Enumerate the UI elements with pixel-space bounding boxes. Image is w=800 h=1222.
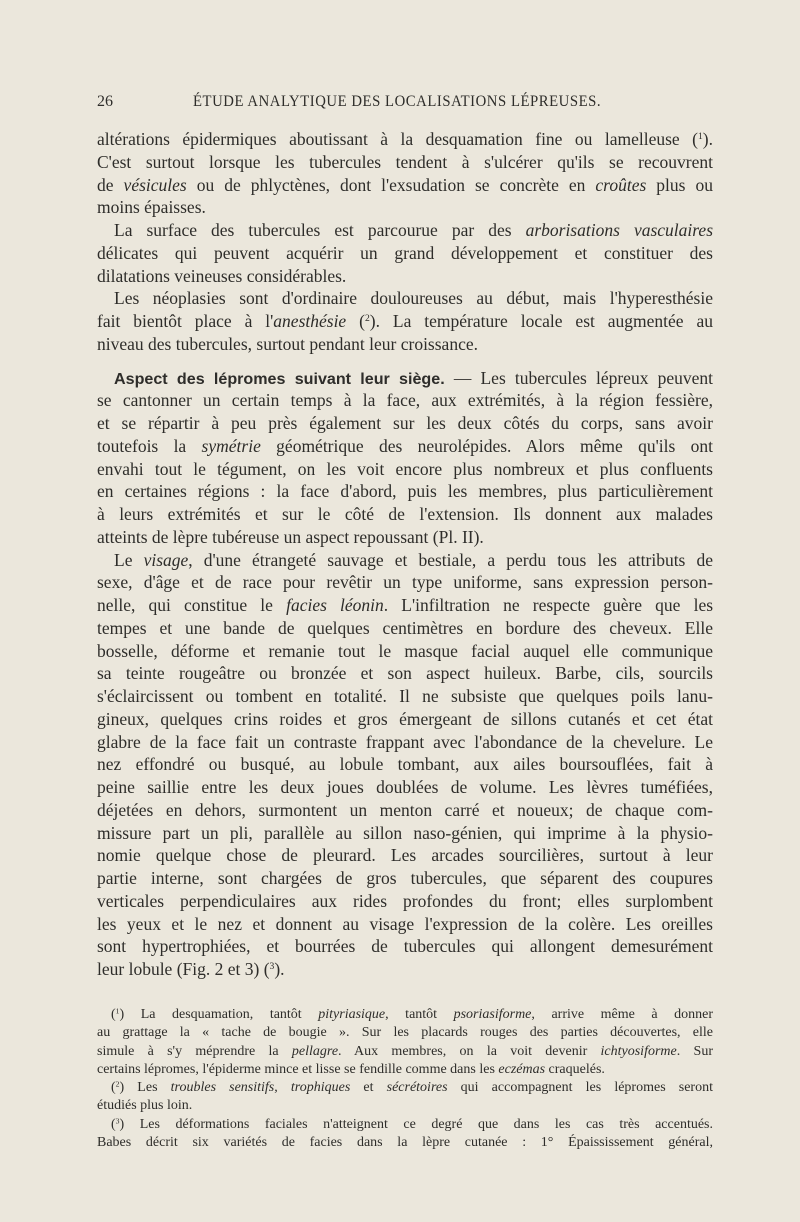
text-line: [97, 526, 713, 549]
text-run: verticales perpendiculaires aux rides profondes du front; elles surplombent: [97, 890, 713, 911]
footnotes: [97, 1006, 713, 1152]
text-line: [97, 151, 713, 174]
italic-term: pityriasique: [318, 1007, 386, 1022]
footnote-line: [97, 1097, 713, 1115]
text-line: [97, 412, 713, 435]
text-line: [97, 196, 713, 219]
text-run: C'est surtout lorsque les tubercules tendent à s'ulcérer qu'ils se recouvrent: [97, 151, 713, 172]
text-run: s'éclaircissent ou tombent en totalité. Il ne subsiste que quelques poils lanu-: [97, 686, 713, 706]
text-run: sont hypertrophiées, et bourrées de tubercules qui allongent demesurément: [97, 936, 713, 957]
text-line: [97, 708, 713, 731]
italic-term: ichtyosiforme: [600, 1043, 677, 1059]
text-run: , d'une étrangeté sauvage et bestiale, a perdu tous les attributs de: [188, 549, 713, 570]
footnote-ref: 1: [697, 131, 703, 143]
footnote-ref: 1: [115, 1006, 120, 1016]
footnote-ref: 3: [115, 1116, 120, 1126]
text-line: [97, 913, 713, 936]
italic-term: croûtes: [595, 174, 647, 195]
text-run: . Aux membres, on la voit devenir: [338, 1043, 601, 1059]
footnote-ref: 2: [364, 313, 370, 325]
text-run: toutefois la: [97, 435, 202, 456]
text-run: plus ou: [646, 174, 713, 195]
italic-term: trophiques: [290, 1080, 351, 1096]
text-line: [97, 662, 713, 685]
text-run: . Sur: [676, 1043, 713, 1059]
running-header: [97, 93, 713, 115]
text-run: moins épaisses.: [97, 197, 206, 218]
text-line: [97, 265, 713, 288]
text-line: [97, 890, 713, 913]
text-run: ou de phlyctènes, dont l'exsudation se concrète en: [186, 174, 596, 195]
text-run: ) Les: [119, 1080, 171, 1096]
text-run: peine saillie entre les deux joues doublées de volume. Les lèvres tuméfiées,: [97, 777, 713, 797]
footnote-line: [97, 1079, 713, 1097]
text-run: , arrive même à donner: [531, 1007, 713, 1022]
page-number: 26: [97, 93, 113, 110]
italic-term: sécrétoires: [386, 1080, 448, 1096]
text-line: [97, 753, 713, 776]
text-run: simule à s'y méprendre la: [97, 1043, 292, 1059]
text-run: bosselle, déforme et remanie tout le masque facial auquel elle communique: [97, 640, 713, 661]
text-line: [97, 389, 713, 412]
text-run: altérations épidermiques aboutissant à la desquamation fine ou lamelleuse (: [97, 129, 698, 149]
body-text: [97, 128, 713, 981]
text-run: fait bientôt place à l': [97, 311, 274, 331]
text-run: en certaines régions : la face d'abord, puis les membres, plus particulièrement: [97, 481, 713, 502]
text-line: [97, 287, 713, 310]
footnote-line: [97, 1043, 713, 1061]
text-line: [97, 867, 713, 890]
text-run: à leurs extrémités et sur le côté de l'extension. Ils donnent aux malades: [97, 504, 713, 524]
text-run: envahi tout le tégument, on les voit encore plus nombreux et plus confluents: [97, 458, 713, 479]
text-run: gineux, quelques crins roides et gros émergeant de sillons cutanés et cet état: [97, 708, 713, 729]
text-line: [97, 219, 713, 242]
text-run: et: [350, 1080, 387, 1096]
text-run: ,: [274, 1080, 291, 1096]
text-run: les yeux et le nez et donnent au visage l'expression de la colère. Les oreilles: [97, 913, 713, 934]
text-line: [97, 685, 713, 708]
text-line: [97, 822, 713, 845]
text-run: ).: [702, 129, 713, 149]
text-run: missure part un pli, parallèle au sillon naso-génien, qui imprime à la physio-: [97, 822, 713, 843]
section-heading: Aspect des lépromes suivant leur siège.: [114, 369, 445, 388]
text-run: ).: [274, 959, 285, 979]
text-run: certains lépromes, l'épiderme mince et lisse se fendille comme dans les: [97, 1061, 499, 1077]
text-run: tempes et une bande de quelques centimètres en bordure des cheveux. Elle: [97, 617, 713, 638]
text-run: — Les tubercules lépreux peuvent: [444, 367, 713, 388]
italic-term: visage: [143, 549, 189, 570]
text-run: leur lobule (Fig. 2 et 3) (: [97, 959, 270, 979]
text-run: Babes décrit six variétés de facies dans la lèpre cutanée : 1° Épaississement général,: [97, 1135, 713, 1151]
text-run: se cantonner un certain temps à la face, aux extrémités, à la région fessière,: [97, 390, 713, 411]
text-run: (: [111, 1080, 116, 1096]
text-line: [97, 435, 713, 458]
text-line: [97, 367, 713, 390]
italic-term: psoriasiforme: [453, 1007, 532, 1022]
italic-term: anesthésie: [273, 311, 347, 331]
text-run: nelle, qui constitue le: [97, 595, 287, 615]
text-run: sexe, d'âge et de race pour revêtir un type uniforme, sans expression person-: [97, 572, 713, 593]
text-line: [97, 480, 713, 503]
text-run: craquelés.: [545, 1061, 605, 1077]
footnote-line: [97, 1024, 713, 1042]
text-run: ) Les déformations faciales n'atteignent ce degré que dans les cas très accentués.: [119, 1116, 713, 1132]
text-run: sa teinte rougeâtre ou bronzée et son aspect huileux. Barbe, cils, sourcils: [97, 663, 713, 684]
text-line: [97, 242, 713, 265]
footnote-line: [97, 1134, 713, 1152]
text-line: [97, 776, 713, 799]
text-run: ). La température locale est augmentée au: [369, 311, 713, 331]
text-line: [97, 174, 713, 197]
text-run: Le: [114, 549, 144, 570]
italic-term: troubles sensitifs: [170, 1080, 275, 1096]
text-line: [97, 844, 713, 867]
text-line: [97, 128, 713, 151]
text-run: partie interne, sont chargées de gros tubercules, que séparent des coupures: [97, 868, 713, 888]
text-line: [97, 310, 713, 333]
text-line: [97, 503, 713, 526]
text-line: [97, 333, 713, 356]
italic-term: facies léonin: [286, 595, 384, 615]
footnote-line: [97, 1061, 713, 1079]
text-line: [97, 458, 713, 481]
text-line: [97, 935, 713, 958]
italic-term: vésicules: [123, 174, 187, 195]
text-line: [97, 799, 713, 822]
text-run: de: [97, 174, 124, 195]
footnote-line: [97, 1006, 713, 1024]
text-run: atteints de lèpre tubéreuse un aspect repoussant (Pl. II).: [97, 526, 484, 547]
text-line: [97, 549, 713, 572]
text-line: [97, 571, 713, 594]
text-run: géométrique des neurolépides. Alors même qu'ils ont: [260, 435, 713, 456]
text-run: délicates qui peuvent acquérir un grand développement et constituer des: [97, 242, 713, 263]
text-run: , tantôt: [385, 1007, 454, 1022]
italic-term: arborisations vasculaires: [525, 220, 713, 240]
text-run: au grattage la « tache de bougie ». Sur les placards rouges des parties découvertes, elle: [97, 1025, 713, 1041]
italic-term: pellagre: [291, 1043, 339, 1059]
text-run: nomie quelque chose de pleurard. Les arcades sourcilières, surtout à leur: [97, 845, 713, 866]
text-line: [97, 617, 713, 640]
text-line: [97, 640, 713, 663]
text-run: étudiés plus loin.: [97, 1098, 193, 1114]
text-run: (: [111, 1007, 116, 1022]
text-run: déjetées en dehors, surmontent un menton carré et noueux; de chaque com-: [97, 799, 713, 820]
footnote-ref: 2: [115, 1079, 120, 1089]
text-run: nez effondré ou busqué, au lobule tombant, aux ailes boursouflées, fait à: [97, 754, 713, 775]
text-run: dilatations veineuses considérables.: [97, 265, 347, 286]
text-line: [97, 731, 713, 754]
footnote-line: [97, 1116, 713, 1134]
text-line: [97, 594, 713, 617]
text-run: qui accompagnent les lépromes seront: [447, 1080, 713, 1096]
text-run: ) La desquamation, tantôt: [119, 1007, 319, 1022]
footnote-ref: 3: [269, 961, 275, 973]
text-run: (: [346, 311, 365, 331]
text-run: niveau des tubercules, surtout pendant leur croissance.: [97, 333, 478, 354]
text-run: La surface des tubercules est parcourue par des: [114, 220, 526, 240]
text-run: Les néoplasies sont d'ordinaire douloureuses au début, mais l'hyperesthésie: [114, 288, 713, 309]
text-run: glabre de la face fait un contraste frappant avec l'abondance de la chevelure. Le: [97, 731, 713, 752]
text-line: [97, 958, 713, 981]
text-run: (: [111, 1116, 116, 1132]
text-run: et se répartir à peu près également sur les deux côtés du corps, sans avoir: [97, 413, 713, 433]
running-title: ÉTUDE ANALYTIQUE DES LOCALISATIONS LÉPREUSES.: [193, 93, 602, 110]
italic-term: symétrie: [201, 435, 261, 456]
italic-term: eczémas: [498, 1061, 546, 1077]
text-run: . L'infiltration ne respecte guère que les: [383, 595, 713, 615]
